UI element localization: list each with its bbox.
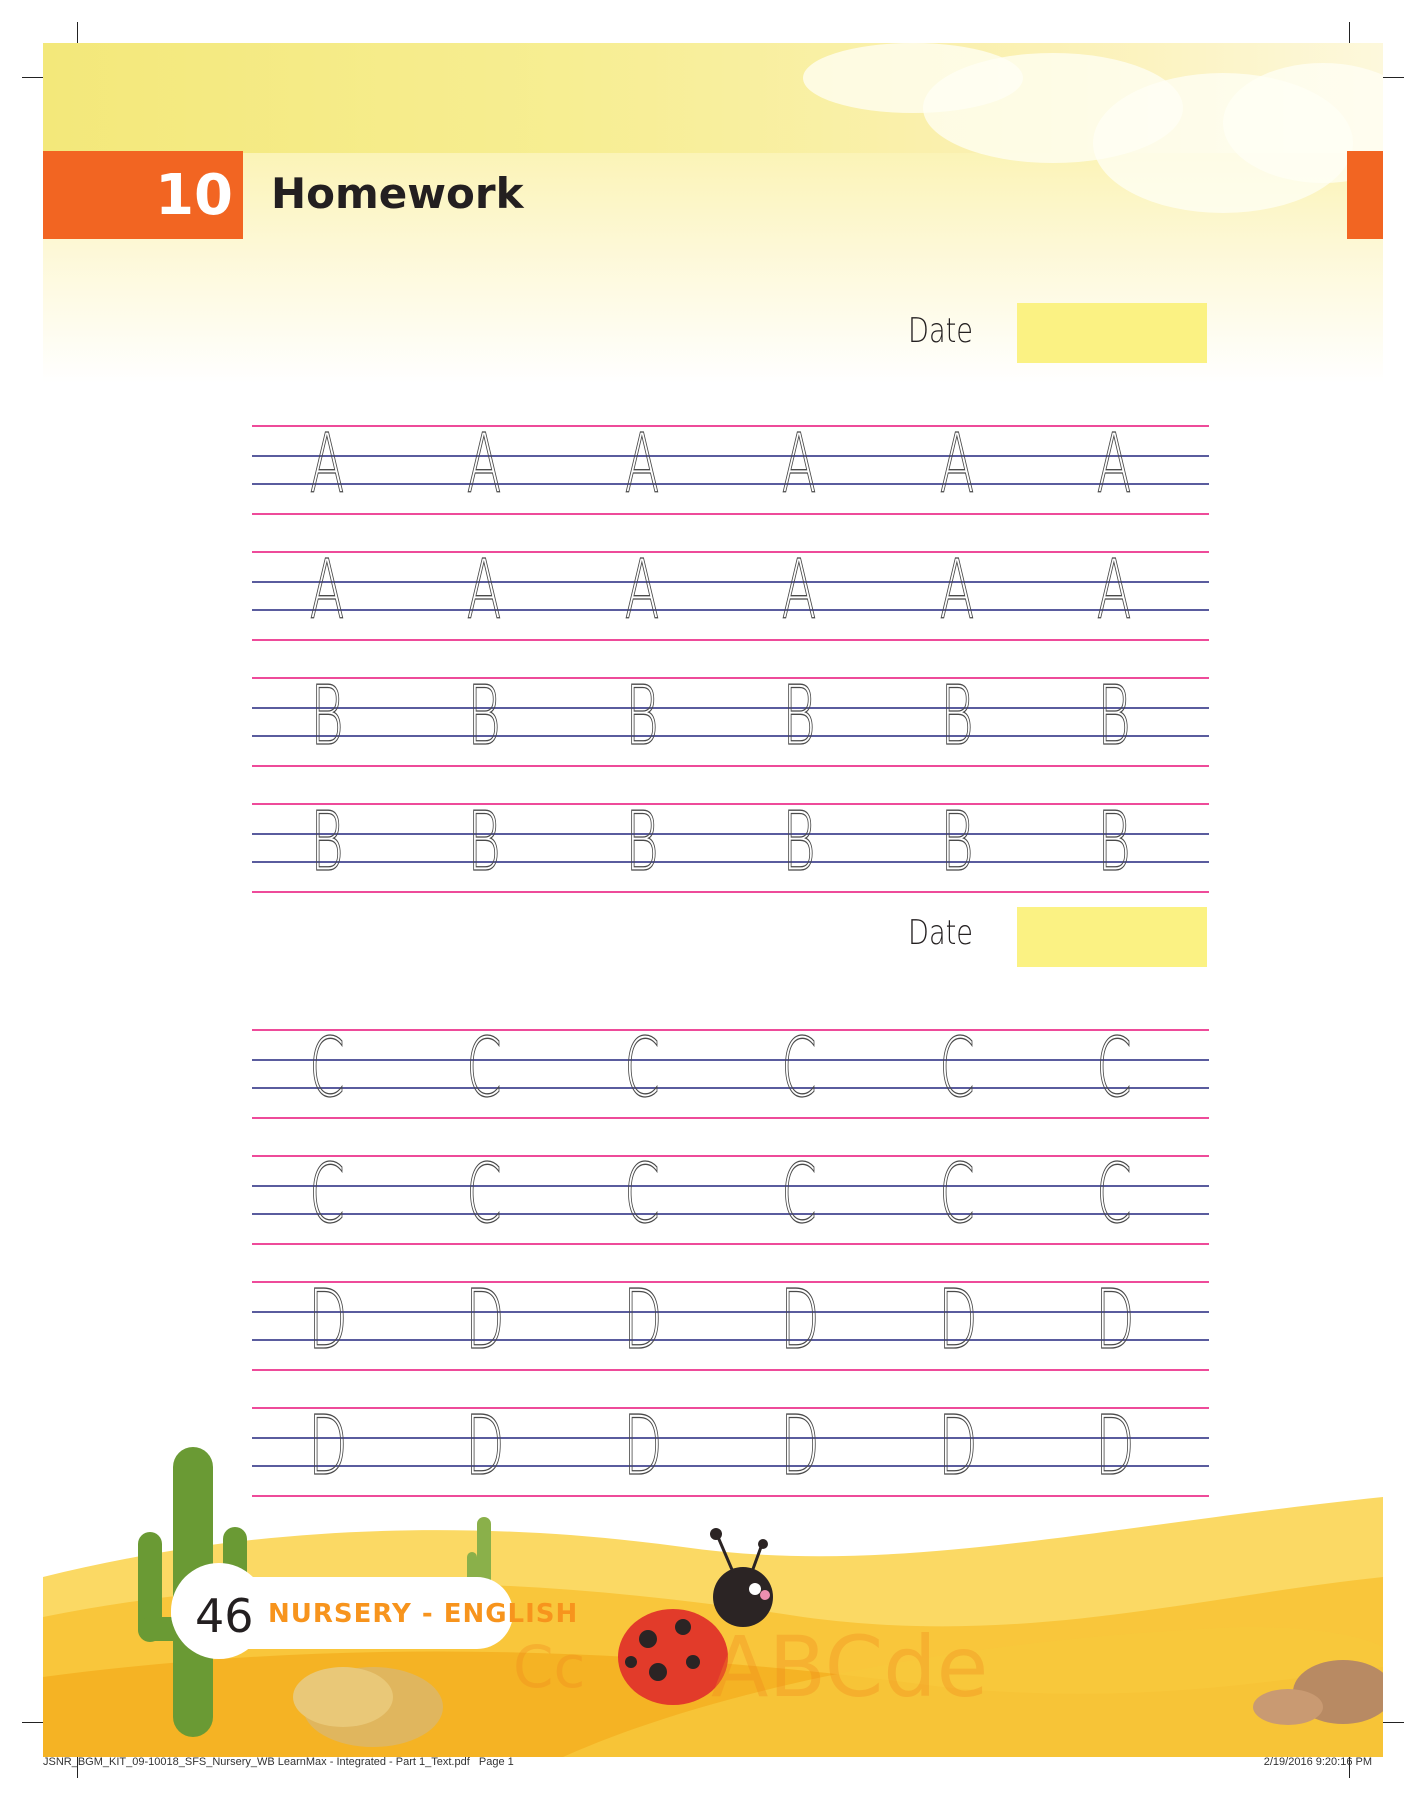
dotted-trace-letter: B (940, 669, 974, 764)
guide-line-outer (252, 1369, 1209, 1371)
decorative-letters: Cc (513, 1633, 586, 1701)
guide-line-outer (252, 803, 1209, 805)
guide-line-outer (252, 639, 1209, 641)
guide-line-inner (252, 707, 1209, 709)
dotted-trace-letter: B (782, 795, 816, 890)
guide-line-inner (252, 455, 1209, 457)
guide-line-outer (252, 1243, 1209, 1245)
tracing-row[interactable] (252, 669, 1209, 783)
dotted-trace-letter: A (939, 543, 975, 638)
guide-line-outer (252, 677, 1209, 679)
guide-line-inner (252, 1339, 1209, 1341)
page-title: Homework (271, 169, 524, 218)
dotted-trace-letter: C (309, 1021, 345, 1116)
dotted-trace-letter: A (624, 417, 660, 512)
date-label: Date (908, 311, 974, 351)
guide-line-inner (252, 581, 1209, 583)
dotted-trace-letter: C (939, 1021, 975, 1116)
guide-line-inner (252, 833, 1209, 835)
dotted-trace-letter: B (625, 795, 659, 890)
print-page: Page 1 (478, 1756, 514, 1768)
tracing-row[interactable] (252, 417, 1209, 531)
guide-line-inner (252, 1185, 1209, 1187)
dotted-trace-letter: D (465, 1399, 505, 1494)
guide-line-outer (252, 551, 1209, 553)
dotted-trace-letter: D (1095, 1273, 1135, 1368)
guide-line-outer (252, 1117, 1209, 1119)
guide-line-inner (252, 1311, 1209, 1313)
dotted-trace-letter: A (309, 543, 345, 638)
guide-line-inner (252, 483, 1209, 485)
tracing-row[interactable] (252, 543, 1209, 657)
dotted-trace-letter: A (781, 543, 817, 638)
dotted-trace-letter: D (465, 1273, 505, 1368)
date-field[interactable] (1017, 907, 1207, 967)
guide-line-outer (252, 1029, 1209, 1031)
guide-line-outer (252, 891, 1209, 893)
guide-line-inner (252, 735, 1209, 737)
guide-line-inner (252, 1087, 1209, 1089)
dotted-trace-letter: D (308, 1399, 348, 1494)
dotted-trace-letter: A (466, 543, 502, 638)
edge-tab (1347, 151, 1383, 239)
dotted-trace-letter: A (624, 543, 660, 638)
dotted-trace-letter: D (623, 1399, 663, 1494)
dotted-trace-letter: A (781, 417, 817, 512)
dotted-trace-letter: C (466, 1147, 502, 1242)
dotted-trace-letter: C (939, 1147, 975, 1242)
chapter-number-bar (43, 151, 243, 239)
chapter-number: 10 (155, 163, 233, 228)
dotted-trace-letter: C (781, 1147, 817, 1242)
dotted-trace-letter: D (780, 1399, 820, 1494)
dotted-trace-letter: B (467, 795, 501, 890)
guide-line-inner (252, 1059, 1209, 1061)
dotted-trace-letter: B (940, 795, 974, 890)
dotted-trace-letter: B (1097, 669, 1131, 764)
guide-line-outer (252, 513, 1209, 515)
print-file-info (43, 1756, 514, 1768)
dotted-trace-letter: A (309, 417, 345, 512)
dotted-trace-letter: B (625, 669, 659, 764)
worksheet-page (43, 43, 1383, 1757)
dotted-trace-letter: C (1096, 1021, 1132, 1116)
dotted-trace-letter: C (1096, 1147, 1132, 1242)
dotted-trace-letter: D (308, 1273, 348, 1368)
dotted-trace-letter: A (466, 417, 502, 512)
guide-line-outer (252, 1155, 1209, 1157)
dotted-trace-letter: B (782, 669, 816, 764)
guide-line-inner (252, 861, 1209, 863)
dotted-trace-letter: C (624, 1147, 660, 1242)
guide-line-outer (252, 425, 1209, 427)
guide-line-outer (252, 1281, 1209, 1283)
dotted-trace-letter: A (1096, 417, 1132, 512)
tracing-row[interactable] (252, 795, 1209, 909)
dotted-trace-letter: D (1095, 1399, 1135, 1494)
date-label: Date (908, 913, 974, 953)
dotted-trace-letter: C (624, 1021, 660, 1116)
tracing-row[interactable] (252, 1147, 1209, 1261)
tracing-row[interactable] (252, 1273, 1209, 1387)
dotted-trace-letter: B (467, 669, 501, 764)
dotted-trace-letter: B (1097, 795, 1131, 890)
dotted-trace-letter: C (781, 1021, 817, 1116)
dotted-trace-letter: B (310, 669, 344, 764)
book-title: NURSERY - ENGLISH (268, 1599, 579, 1629)
decorative-letters: ABCde (711, 1618, 989, 1716)
guide-line-inner (252, 609, 1209, 611)
dotted-trace-letter: C (309, 1147, 345, 1242)
dotted-trace-letter: A (939, 417, 975, 512)
dotted-trace-letter: B (310, 795, 344, 890)
dotted-trace-letter: D (623, 1273, 663, 1368)
print-file-name: JSNR_BGM_KIT_09-10018_SFS_Nursery_WB LearnMax - Integrated - Part 1_Text.pdf (43, 1756, 470, 1768)
guide-line-inner (252, 1213, 1209, 1215)
dotted-trace-letter: C (466, 1021, 502, 1116)
print-timestamp: 2/19/2016 9:20:16 PM (1263, 1756, 1372, 1768)
tracing-row[interactable] (252, 1021, 1209, 1135)
page-number: 46 (195, 1589, 254, 1643)
date-field[interactable] (1017, 303, 1207, 363)
dotted-trace-letter: D (780, 1273, 820, 1368)
dotted-trace-letter: D (938, 1399, 978, 1494)
dotted-trace-letter: A (1096, 543, 1132, 638)
dotted-trace-letter: D (938, 1273, 978, 1368)
guide-line-outer (252, 765, 1209, 767)
